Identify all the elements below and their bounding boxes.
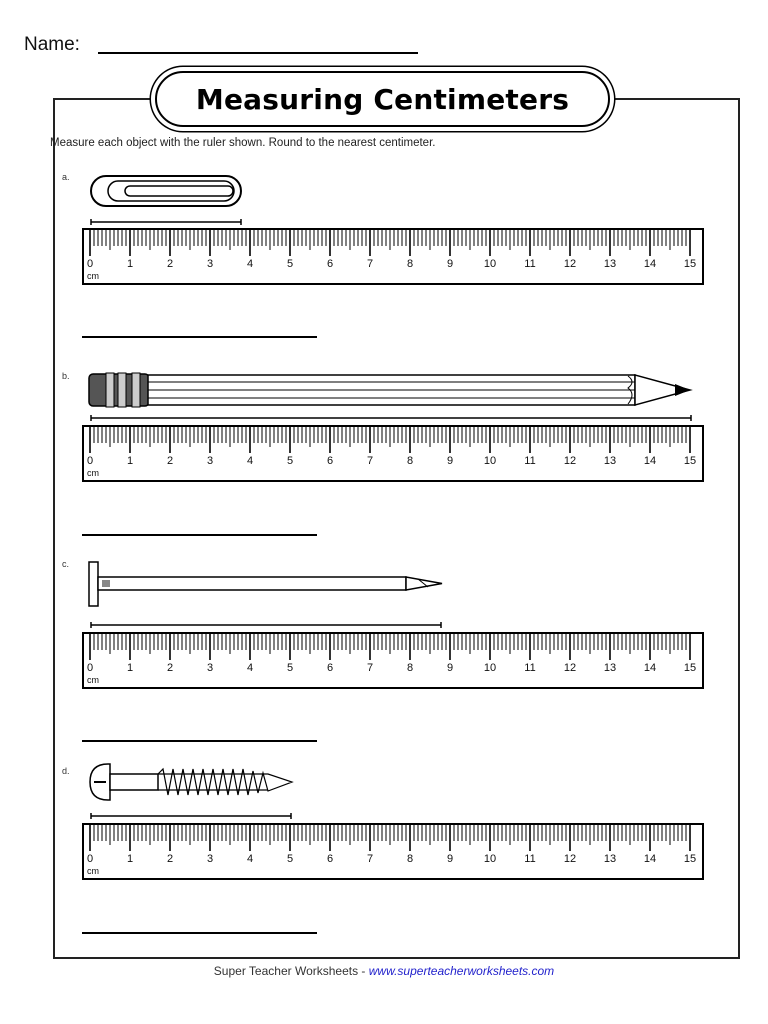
answer-line-c[interactable] bbox=[82, 740, 317, 742]
ruler-number: 1 bbox=[126, 662, 134, 674]
ruler-number: 9 bbox=[446, 455, 454, 467]
item-letter-c: c. bbox=[62, 559, 70, 569]
ruler-number: 14 bbox=[643, 853, 657, 865]
paper-clip-icon bbox=[90, 175, 245, 211]
item-letter-a: a. bbox=[62, 172, 70, 182]
ruler-unit: cm bbox=[87, 866, 99, 876]
ruler-number: 6 bbox=[326, 455, 334, 467]
ruler bbox=[82, 632, 704, 689]
ruler-number: 7 bbox=[366, 455, 374, 467]
ruler-number: 3 bbox=[206, 455, 214, 467]
ruler-number: 2 bbox=[166, 853, 174, 865]
item-letter-b: b. bbox=[62, 371, 70, 381]
ruler-number: 4 bbox=[246, 853, 254, 865]
ruler-number: 12 bbox=[563, 853, 577, 865]
ruler-ticks bbox=[82, 228, 704, 285]
ruler-number: 14 bbox=[643, 258, 657, 270]
ruler-number: 3 bbox=[206, 853, 214, 865]
ruler-number: 7 bbox=[366, 258, 374, 270]
ruler-unit: cm bbox=[87, 468, 99, 478]
answer-line-a[interactable] bbox=[82, 336, 317, 338]
ruler-number: 14 bbox=[643, 662, 657, 674]
ruler bbox=[82, 228, 704, 285]
ruler-number: 9 bbox=[446, 258, 454, 270]
length-marker-a bbox=[90, 213, 242, 221]
ruler-number: 2 bbox=[166, 662, 174, 674]
ruler-number: 1 bbox=[126, 455, 134, 467]
ruler-number: 6 bbox=[326, 853, 334, 865]
ruler-number: 6 bbox=[326, 258, 334, 270]
nail-icon bbox=[88, 561, 448, 607]
ruler-number: 8 bbox=[406, 853, 414, 865]
ruler-unit: cm bbox=[87, 675, 99, 685]
ruler-number: 15 bbox=[683, 258, 697, 270]
ruler-number: 10 bbox=[483, 455, 497, 467]
ruler-number: 0 bbox=[86, 258, 94, 270]
ruler-number: 8 bbox=[406, 455, 414, 467]
ruler-number: 13 bbox=[603, 258, 617, 270]
ruler-number: 4 bbox=[246, 455, 254, 467]
ruler-number: 7 bbox=[366, 853, 374, 865]
ruler-number: 1 bbox=[126, 853, 134, 865]
footer-link[interactable]: www.superteacherworksheets.com bbox=[368, 964, 555, 978]
ruler-number: 1 bbox=[126, 258, 134, 270]
ruler-number: 3 bbox=[206, 662, 214, 674]
ruler-number: 11 bbox=[524, 662, 536, 674]
ruler-number: 13 bbox=[603, 662, 617, 674]
ruler bbox=[82, 823, 704, 880]
ruler-number: 0 bbox=[86, 853, 94, 865]
length-marker-c bbox=[90, 616, 442, 624]
ruler-number: 9 bbox=[446, 662, 454, 674]
ruler-number: 10 bbox=[483, 853, 497, 865]
ruler-number: 5 bbox=[286, 662, 294, 674]
answer-line-d[interactable] bbox=[82, 932, 317, 934]
ruler-number: 4 bbox=[246, 258, 254, 270]
item-letter-d: d. bbox=[62, 766, 70, 776]
ruler-number: 11 bbox=[524, 455, 536, 467]
ruler-number: 13 bbox=[603, 455, 617, 467]
screw-icon bbox=[88, 762, 298, 802]
name-label: Name: bbox=[24, 34, 80, 55]
instructions: Measure each object with the ruler shown. Round to the nearest centimeter. bbox=[50, 137, 436, 149]
ruler-ticks bbox=[82, 823, 704, 880]
title-banner bbox=[155, 71, 610, 127]
ruler-number: 12 bbox=[563, 662, 577, 674]
ruler-number: 13 bbox=[603, 853, 617, 865]
answer-line-b[interactable] bbox=[82, 534, 317, 536]
name-line[interactable] bbox=[98, 52, 418, 54]
ruler-number: 12 bbox=[563, 258, 577, 270]
ruler-number: 11 bbox=[524, 258, 536, 270]
ruler-unit: cm bbox=[87, 271, 99, 281]
length-marker-b bbox=[90, 409, 692, 417]
ruler-ticks bbox=[82, 632, 704, 689]
ruler-number: 8 bbox=[406, 258, 414, 270]
ruler-number: 9 bbox=[446, 853, 454, 865]
pencil-icon bbox=[88, 372, 698, 408]
ruler-number: 3 bbox=[206, 258, 214, 270]
ruler-ticks bbox=[82, 425, 704, 482]
ruler bbox=[82, 425, 704, 482]
ruler-number: 15 bbox=[683, 455, 697, 467]
ruler-number: 10 bbox=[483, 258, 497, 270]
ruler-number: 10 bbox=[483, 662, 497, 674]
ruler-number: 0 bbox=[86, 455, 94, 467]
ruler-number: 7 bbox=[366, 662, 374, 674]
ruler-number: 5 bbox=[286, 853, 294, 865]
ruler-number: 0 bbox=[86, 662, 94, 674]
ruler-number: 4 bbox=[246, 662, 254, 674]
ruler-number: 15 bbox=[683, 853, 697, 865]
ruler-number: 2 bbox=[166, 258, 174, 270]
ruler-number: 6 bbox=[326, 662, 334, 674]
ruler-number: 5 bbox=[286, 258, 294, 270]
footer-prefix: Super Teacher Worksheets - bbox=[213, 964, 369, 978]
ruler-number: 11 bbox=[524, 853, 536, 865]
page-title: Measuring Centimeters bbox=[195, 82, 570, 116]
ruler-number: 5 bbox=[286, 455, 294, 467]
ruler-number: 8 bbox=[406, 662, 414, 674]
ruler-number: 2 bbox=[166, 455, 174, 467]
length-marker-d bbox=[90, 807, 292, 815]
ruler-number: 14 bbox=[643, 455, 657, 467]
footer bbox=[0, 964, 768, 978]
ruler-number: 12 bbox=[563, 455, 577, 467]
ruler-number: 15 bbox=[683, 662, 697, 674]
